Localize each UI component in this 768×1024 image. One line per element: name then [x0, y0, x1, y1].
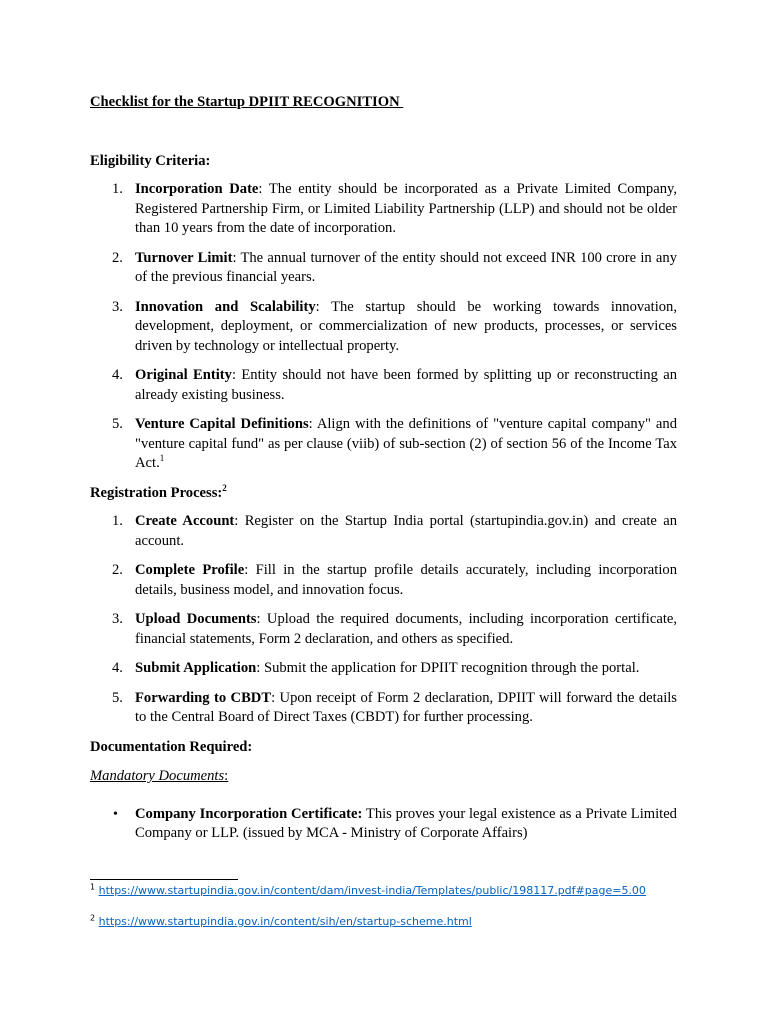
footnote-mark: 1 — [90, 882, 96, 892]
item-term: Turnover Limit — [135, 249, 233, 266]
document-body — [90, 93, 677, 844]
eligibility-item — [90, 180, 677, 239]
mandatory-label-text: Mandatory Documents — [90, 768, 225, 784]
list-number: 3. — [112, 298, 123, 315]
mandatory-documents-list — [90, 805, 677, 844]
mandatory-label-colon: : — [224, 768, 229, 784]
item-term: Incorporation Date — [135, 181, 259, 197]
item-text: : Register on the Startup India portal (startupindia.gov.in) and create an account. — [135, 513, 677, 549]
footnote-ref[interactable]: 1 — [159, 453, 165, 464]
footnote-link[interactable]: https://www.startupindia.gov.in/content/dam/invest-india/Templates/public/198117.pdf#page=5.00 — [98, 884, 646, 897]
footnote-1 — [90, 884, 646, 898]
document-title: Checklist for the Startup DPIIT RECOGNITION — [90, 94, 404, 110]
list-number: 2. — [112, 562, 123, 578]
item-term: Venture Capital Definitions — [135, 416, 309, 432]
registration-item — [90, 512, 677, 551]
item-term: Upload Documents — [135, 611, 257, 627]
item-text: : Upload the required documents, including incorporation certificate, financial statements, Form 2 declaration, and others as specified. — [135, 611, 677, 647]
item-term: Company Incorporation Certificate: — [135, 805, 363, 822]
item-term: Innovation and Scalability — [135, 298, 316, 315]
documentation-heading: Documentation Required: — [90, 738, 253, 755]
item-text: : The annual turnover of the entity should not exceed INR 100 crore in any of the previous financial years. — [135, 249, 677, 285]
item-text: : Fill in the startup profile details accurately, including incorporation details, business model, and innovation focus. — [135, 562, 677, 598]
bullet-icon: • — [113, 806, 118, 822]
item-text: : Upon receipt of Form 2 declaration, DPIIT will forward the details to the Central Board of Direct Taxes (CBDT) for further processing. — [135, 689, 677, 725]
item-text: This proves your legal existence as a Private Limited Company or LLP. (issued by MCA - Ministry of Corporate Affairs) — [135, 805, 677, 841]
list-number: 1. — [112, 513, 123, 529]
list-number: 4. — [112, 367, 123, 383]
footnote-link[interactable]: https://www.startupindia.gov.in/content/sih/en/startup-scheme.html — [98, 915, 472, 928]
item-text: : The entity should be incorporated as a Private Limited Company, Registered Partnership Firm, or Limited Liability Partnership (LLP) and should not be older than 10 years from the date of incorporation. — [135, 181, 677, 236]
item-text: : The startup should be working towards innovation, development, deployment, or commercialization of new products, processes, or services driven by technology or intellectual property. — [135, 298, 677, 354]
item-term: Submit Application — [135, 660, 257, 676]
item-text: : Entity should not have been formed by splitting up or reconstructing an already existing business. — [135, 367, 677, 403]
registration-list — [90, 512, 677, 728]
eligibility-item — [90, 298, 677, 357]
item-term: Complete Profile — [135, 562, 245, 578]
item-text: : Submit the application for DPIIT recognition through the portal. — [256, 660, 640, 676]
registration-item — [90, 610, 677, 649]
list-number: 3. — [112, 611, 123, 627]
mandatory-documents-label — [90, 767, 677, 787]
registration-heading-text: Registration Process: — [90, 484, 223, 501]
list-number: 5. — [112, 689, 123, 706]
list-number: 2. — [112, 249, 123, 266]
list-number: 5. — [112, 416, 123, 432]
registration-item — [90, 659, 677, 679]
eligibility-item — [90, 415, 677, 474]
footnote-2 — [90, 915, 472, 929]
item-term: Create Account — [135, 513, 235, 529]
item-term: Original Entity — [135, 367, 232, 383]
footnote-separator — [90, 879, 238, 880]
eligibility-list — [90, 180, 677, 474]
registration-item — [90, 561, 677, 600]
registration-heading — [90, 484, 677, 504]
item-text: : Align with the definitions of "venture capital company" and "venture capital fund" as per clause (viib) of sub-section (2) of section 56 of the Income Tax Act. — [135, 416, 677, 471]
eligibility-item — [90, 249, 677, 288]
eligibility-heading: Eligibility Criteria: — [90, 152, 211, 169]
item-term: Forwarding to CBDT — [135, 689, 272, 706]
eligibility-item — [90, 366, 677, 405]
registration-item — [90, 689, 677, 728]
document-item — [90, 805, 677, 844]
list-number: 4. — [112, 660, 123, 676]
footnote-mark: 2 — [90, 913, 96, 923]
list-number: 1. — [112, 181, 123, 197]
footnote-ref[interactable]: 2 — [222, 482, 227, 493]
